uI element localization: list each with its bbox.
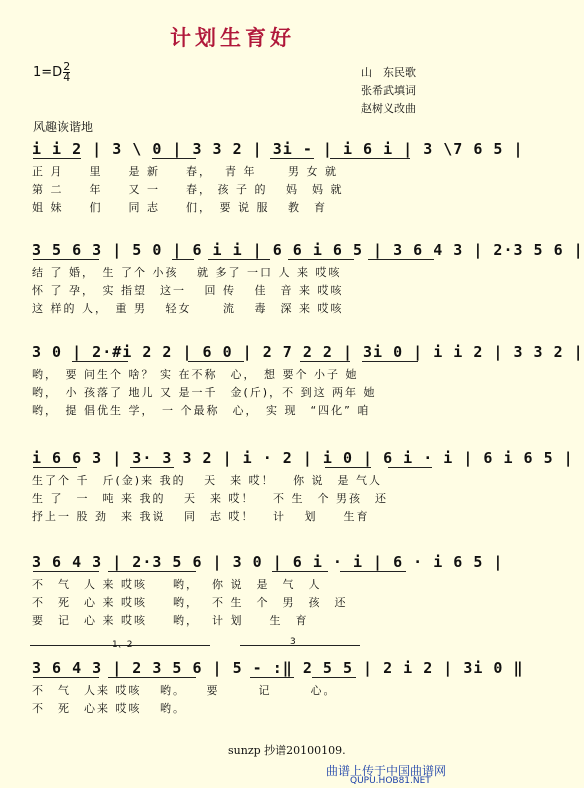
beam: [340, 571, 406, 572]
beam: [33, 259, 99, 260]
lyric-line: 不 气 人 来 哎咳 哟， 你 说 是 气 人: [32, 578, 322, 591]
beam: [330, 158, 410, 159]
lyric-line: 结 了 婚， 生 了个 小孩 就 多了 一口 人 来 哎咳: [32, 266, 342, 279]
song-title: 计划生育好: [170, 26, 295, 50]
beam: [33, 467, 77, 468]
beam: [300, 361, 350, 362]
lyric-line: 生了个 千 斤(金)来 我的 天 来 哎！ 你 说 是 气人: [32, 474, 383, 487]
lyric-line: 不 气 人来 哎咳 哟。 要 记 心。: [32, 684, 337, 697]
lyric-line: 姐 妹 们 同 志 们， 要 说 服 教 育: [32, 201, 327, 214]
beam: [325, 467, 371, 468]
key-label: 1=D: [33, 65, 63, 80]
credit-lyricist: 张希武填词: [361, 84, 416, 97]
beam: [312, 677, 356, 678]
lyric-line: 要 记 心 来 哎咳 哟， 计 划 生 育: [32, 614, 309, 627]
beam: [388, 467, 432, 468]
key-signature: [33, 62, 70, 83]
volta-label: 3: [290, 637, 296, 647]
lyric-line: 第 二 年 又 一 春， 孩 子 的 妈 妈 就: [32, 183, 344, 196]
credit-arranger: 赵树义改曲: [361, 102, 416, 115]
lyric-line: 哟， 要 问生个 啥？ 实 在不称 心， 想 要个 小子 她: [32, 368, 359, 381]
beam: [33, 677, 99, 678]
lyric-line: 生 了 一 吨 来 我的 天 来 哎！ 不 生 个 男孩 还: [32, 492, 388, 505]
watermark: 曲谱上传于中国曲谱网: [326, 764, 447, 778]
beam: [272, 571, 328, 572]
lyric-line: 哟， 提 倡优生 学， 一 个最称 心， 实 现 “四化” 咱: [32, 404, 371, 417]
beam: [188, 361, 244, 362]
notation-line: 3 6 4 3 | 2 3 5 6 | 5 - :‖ 2 5 5 | 2 i 2 | 3i 0 ‖: [32, 659, 524, 677]
beam: [33, 571, 99, 572]
notation-line: i i 2 | 3 \ 0 | 3 3 2 | 3i - | i 6 i | 3 \7 6 5 |: [32, 140, 524, 158]
notation-line: 3 5 6 3 | 5 0 | 6 i i | 6 6 i 6 5 | 3 6 4 3 | 2·3 5 6 |: [32, 241, 584, 259]
lyric-line: 不 死 心来 哎咳 哟。: [32, 702, 186, 715]
transcriber-note: sunzp 抄谱20100109.: [228, 744, 346, 757]
volta-label: 1、2: [112, 640, 133, 650]
beam: [72, 361, 128, 362]
lyric-line: 这 样的 人， 重 男 轻女 流 毒 深 来 哎咳: [32, 302, 344, 315]
beam: [130, 467, 174, 468]
beam: [362, 361, 418, 362]
time-beats: 2: [63, 60, 71, 73]
beam: [108, 677, 196, 678]
beam: [250, 677, 294, 678]
watermark-url: QUPU.HOB81.NET: [350, 776, 431, 786]
lyric-line: 不 死 心 来 哎咳 哟， 不 生 个 男 孩 还: [32, 596, 348, 609]
lyric-line: 哟， 小 孩落了 地儿 又 是一千 金(斤)，不 到这 两年 她: [32, 386, 377, 399]
notation-line: 3 0 | 2·#i 2 2 | 6 0 | 2 7 2 2 | 3i 0 | i i 2 | 3 3 2 |: [32, 343, 584, 361]
volta-bracket-2: [240, 645, 360, 647]
beam: [172, 259, 194, 260]
beam: [208, 259, 270, 260]
time-unit: 4: [63, 71, 71, 84]
time-signature: [63, 62, 70, 83]
lyric-line: 正 月 里 是 新 春， 青 年 男 女 就: [32, 165, 338, 178]
beam: [368, 259, 434, 260]
beam: [33, 158, 81, 159]
lyric-line: 怀 了 孕， 实 指望 这一 回 传 佳 音 来 哎咳: [32, 284, 344, 297]
lyric-line: 抒上一 股 劲 来 我说 同 志 哎！ 计 划 生育: [32, 510, 370, 523]
beam: [288, 259, 354, 260]
credit-origin: 山 东民歌: [361, 66, 416, 79]
notation-line: 3 6 4 3 | 2·3 5 6 | 3 0 | 6 i · i | 6 · i 6 5 |: [32, 553, 504, 571]
beam: [270, 158, 314, 159]
tempo-marking: 风趣诙谐地: [33, 120, 94, 134]
notation-line: i 6 6 3 | 3· 3 3 2 | i · 2 | i 0 | 6 i · i | 6 i 6 5 |: [32, 449, 574, 467]
beam: [152, 158, 196, 159]
beam: [108, 571, 196, 572]
